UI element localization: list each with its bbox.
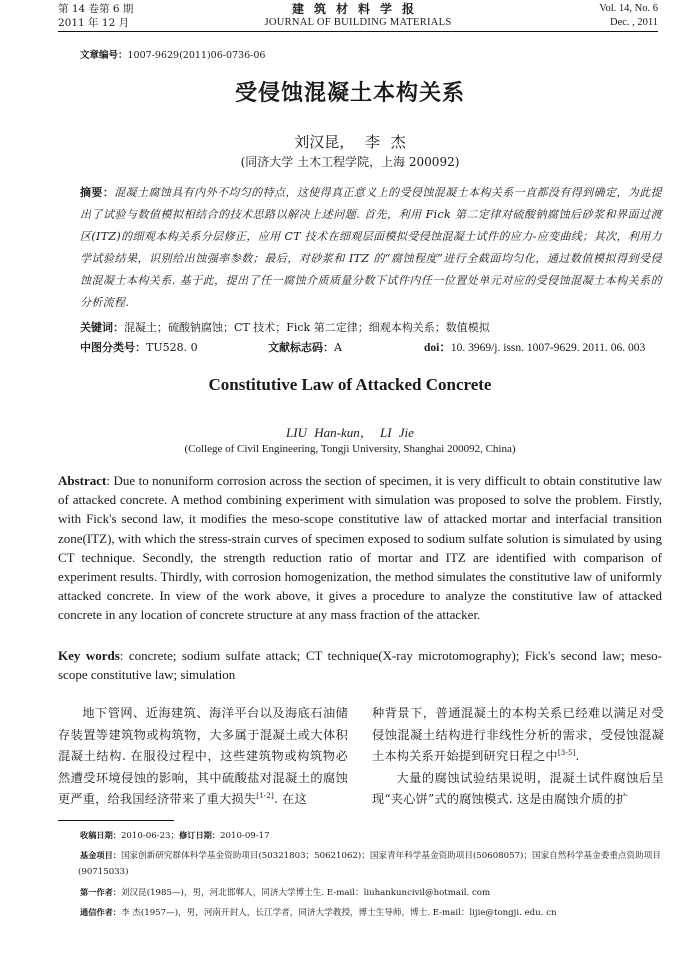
abstract-en-colon: :: [106, 473, 114, 488]
body-right-paragraph-2: 大量的腐蚀试验结果说明，混凝土试件腐蚀后呈现“夹心饼”式的腐蚀模式. 这是由腐蚀介质的扩: [372, 770, 664, 806]
header-volume-en: [599, 2, 658, 30]
article-number-label: 文章编号：: [80, 50, 128, 61]
first-author-label: 第一作者：: [80, 887, 121, 897]
article-number-value: 1007-9629(2011)06-0736-06: [127, 50, 266, 61]
keywords-en-label: Key words: [58, 648, 120, 663]
header-rule: [58, 31, 658, 32]
footnote-first-author: [80, 884, 664, 901]
footnote-rule: [58, 820, 174, 821]
header-journal-name: [58, 2, 658, 30]
doc-code-label: 文献标志码：: [268, 341, 334, 354]
journal-name-en: JOURNAL OF BUILDING MATERIALS: [264, 17, 452, 28]
abstract-cn-text: 混凝土腐蚀具有内外不均匀的特点，这使得真正意义上的受侵蚀混凝土本构关系一直都没有得到确定，为此提出了试验与数值模拟相结合的技术思路以解决上述问题. 首先，利用 Fick 第二定律对硫酸钠腐蚀后砂浆和界面过渡区(ITZ)的细观本构关系分层修正，应用 CT 技术在细观层面模拟受侵蚀混凝土试件的应力-应变曲线；其次，利用力学试验结果，识别给出蚀强率参数；最后，对砂浆和 ITZ 的“腐蚀程度”进行全截面均匀化，通过数值模拟得到受侵蚀混凝土本构关系. 基于此，提出了任一腐蚀介质质量分数下试件内任一位置处单元对应的受侵蚀混凝土本构关系的分析流程.: [80, 186, 662, 309]
abstract-en-text: Due to nonuniform corrosion across the section of specimen, it is very difficult to obtain constitutive law of attacked concrete. A method combining experiment with simulation was proposed to solve the problem. Firstly, with Fick's second law, it modifies the meso-scope constitutive law of attacked mortar and interfacial transition zone(ITZ), with which the stress-strain curves of specimen exposed to sodium sulfate solution is simulated by using CT technique. Secondly, the strength reduction ratio of mortar and ITZ are identified with comparison of experiment results. Thirdly, with corrosion homogenization, the method simulates the constitutive law of uniformly attacked concrete. In view of the work above, it gives a procedure to analyze the constitutive law of attacked concrete in any location of concrete structure at any mass fraction of the attacker.: [58, 473, 662, 623]
doc-code-value: A: [334, 341, 342, 354]
header-volume-cn: 第 14 卷第 6 期: [58, 3, 134, 15]
corresponding-author-text: 李 杰(1957—)，男，河南开封人，长江学者，同济大学教授，博士生导师，博士. E-mail：lijie@tongji. edu. cn: [120, 908, 557, 918]
authors-en: LIU Han-kun， LI Jie: [286, 425, 414, 440]
abstract-cn-label: 摘要：: [80, 186, 115, 199]
doi-field: [424, 339, 645, 357]
funding-text: 国家创新研究群体科学基金资助项目(50321803；50621062)；国家青年科学基金资助项目(50608057)；国家自然科学基金委重点资助项目(90715033): [78, 851, 661, 877]
abstract-en-label: Abstract: [58, 473, 107, 488]
citation-3-5: [3-5]: [557, 748, 576, 757]
title-cn: 受侵蚀混凝土本构关系: [234, 81, 465, 106]
clc-label: 中图分类号：: [80, 341, 146, 354]
clc-field: [80, 341, 198, 354]
abstract-en: [58, 471, 662, 625]
header-date-en: Dec. , 2011: [609, 17, 658, 28]
affiliation-en: (College of Civil Engineering, Tongji University, Shanghai 200092, China): [184, 443, 516, 455]
revised-date: 2010-09-17: [220, 831, 270, 841]
body-right-paragraph-1: [372, 703, 664, 768]
running-header: [58, 2, 658, 34]
body-right-p1-tail: .: [575, 749, 580, 763]
footnote-dates: [80, 827, 664, 844]
first-author-text: 刘汉昆(1985—)，男，河北邯郸人，同济大学博士生. E-mail：liuhankuncivil@hotmail. com: [120, 888, 491, 898]
doi-label: doi：: [424, 342, 451, 354]
classification-line: [80, 339, 665, 357]
received-date: 2010-06-23；: [120, 831, 180, 841]
body-right-column: [372, 703, 664, 811]
keywords-cn-text: 混凝土；硫酸钠腐蚀；CT 技术；Fick 第二定律；细观本构关系；数值模拟: [124, 321, 490, 334]
keywords-en-text: concrete; sodium sulfate attack; CT technique(X-ray microtomography); Fick's second law; meso-scope constitutive law; simulation: [58, 648, 662, 683]
body-left-text: 地下管网、近海建筑、海洋平台以及海底石油储存装置等建筑物或构筑物，大多属于混凝土或大体积混凝土结构. 在服役过程中，这些建筑物或构筑物必然遭受环境侵蚀的影响，其中硫酸盐对混凝土的腐蚀更严重，给我国经济带来了重大损失: [58, 706, 348, 806]
citation-1-2: [1-2]: [256, 791, 274, 800]
funding-label: 基金项目：: [80, 850, 121, 860]
revised-label: 修订日期：: [179, 830, 221, 840]
header-volume-number: Vol. 14, No. 6: [599, 3, 658, 14]
body-right-p1-text: 种背景下，普通混凝土的本构关系已经难以满足对受侵蚀混凝土结构进行非线性分析的需求，受侵蚀混凝土本构关系开始提到研究日程之中: [372, 706, 664, 763]
body-left-tail: . 在这: [273, 792, 307, 806]
received-label: 收稿日期：: [80, 830, 121, 840]
abstract-cn: [80, 182, 662, 314]
clc-value: TU528. 0: [146, 341, 198, 354]
footnote-funding: [78, 847, 663, 880]
title-en: Constitutive Law of Attacked Concrete: [208, 375, 492, 394]
corresponding-author-label: 通信作者：: [80, 907, 121, 917]
keywords-cn-label: 关键词：: [80, 321, 124, 334]
keywords-en: [58, 646, 662, 684]
footnote-corresponding-author: [80, 904, 664, 921]
body-left-column: [58, 703, 348, 811]
keywords-cn: [80, 319, 670, 337]
affiliation-cn: (同济大学 土木工程学院，上海 200092): [240, 155, 460, 169]
keywords-en-colon: :: [119, 648, 129, 663]
doi-value: 10. 3969/j. issn. 1007-9629. 2011. 06. 003: [450, 342, 646, 354]
doc-code-field: [268, 339, 342, 357]
authors-cn: 刘汉昆， 李 杰: [294, 133, 406, 151]
article-number: [80, 47, 265, 61]
header-date-cn: 2011 年 12 月: [58, 17, 130, 29]
journal-name-cn: 建筑材料学报: [291, 2, 424, 16]
